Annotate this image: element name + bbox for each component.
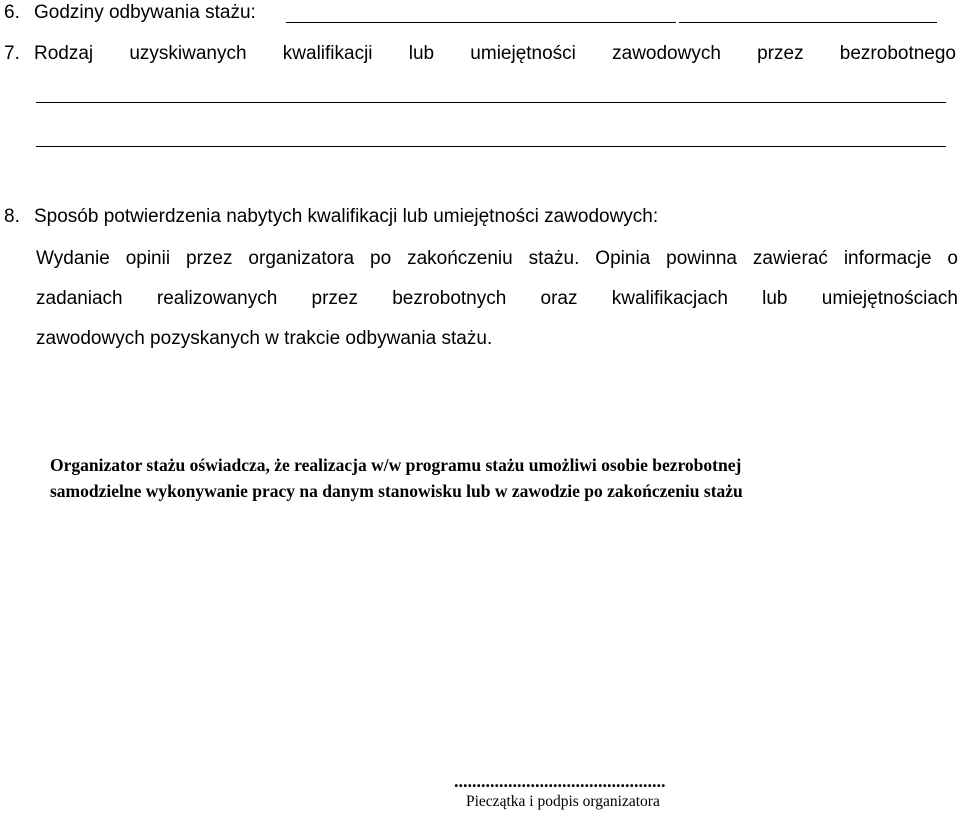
item-8-body-line-2: zadaniach realizowanych przez bezrobotnych oraz kwalifikacjach lub umiejętnościach <box>36 288 958 309</box>
item-8 <box>0 205 960 231</box>
item-6-label: Godziny odbywania stażu: <box>34 2 256 23</box>
item-8-number: 8. <box>4 206 20 227</box>
signature-caption: Pieczątka i podpis organizatora <box>466 793 660 810</box>
item-7-number: 7. <box>4 43 20 64</box>
item-8-body-line-1: Wydanie opinii przez organizatora po zakończeniu stażu. Opinia powinna zawierać informacje o <box>36 248 958 269</box>
item-6-answer-line[interactable] <box>286 22 676 23</box>
item-7 <box>0 42 960 68</box>
item-8-label: Sposób potwierdzenia nabytych kwalifikacji lub umiejętności zawodowych: <box>34 206 659 227</box>
declaration-line-1: Organizator stażu oświadcza, że realizacja w/w programu stażu umożliwi osobie bezrobotnej <box>50 455 742 475</box>
item-8-body <box>36 239 958 359</box>
item-7-label: Rodzaj uzyskiwanych kwalifikacji lub umiejętności zawodowych przez bezrobotnego <box>34 43 956 64</box>
item-8-body-line-3: zawodowych pozyskanych w trakcie odbywania stażu. <box>36 328 493 349</box>
declaration <box>50 452 930 504</box>
item-7-answer-line-2[interactable] <box>36 146 946 147</box>
declaration-line-2: samodzielne wykonywanie pracy na danym stanowisku lub w zawodzie po zakończeniu stażu <box>50 481 743 501</box>
item-6 <box>0 0 960 26</box>
item-6-answer-line-2[interactable] <box>679 22 937 23</box>
signature-block <box>440 770 840 812</box>
signature-dots[interactable]: ............................................... <box>454 771 666 791</box>
item-7-answer-line-1[interactable] <box>36 102 946 103</box>
item-6-number: 6. <box>4 2 20 23</box>
